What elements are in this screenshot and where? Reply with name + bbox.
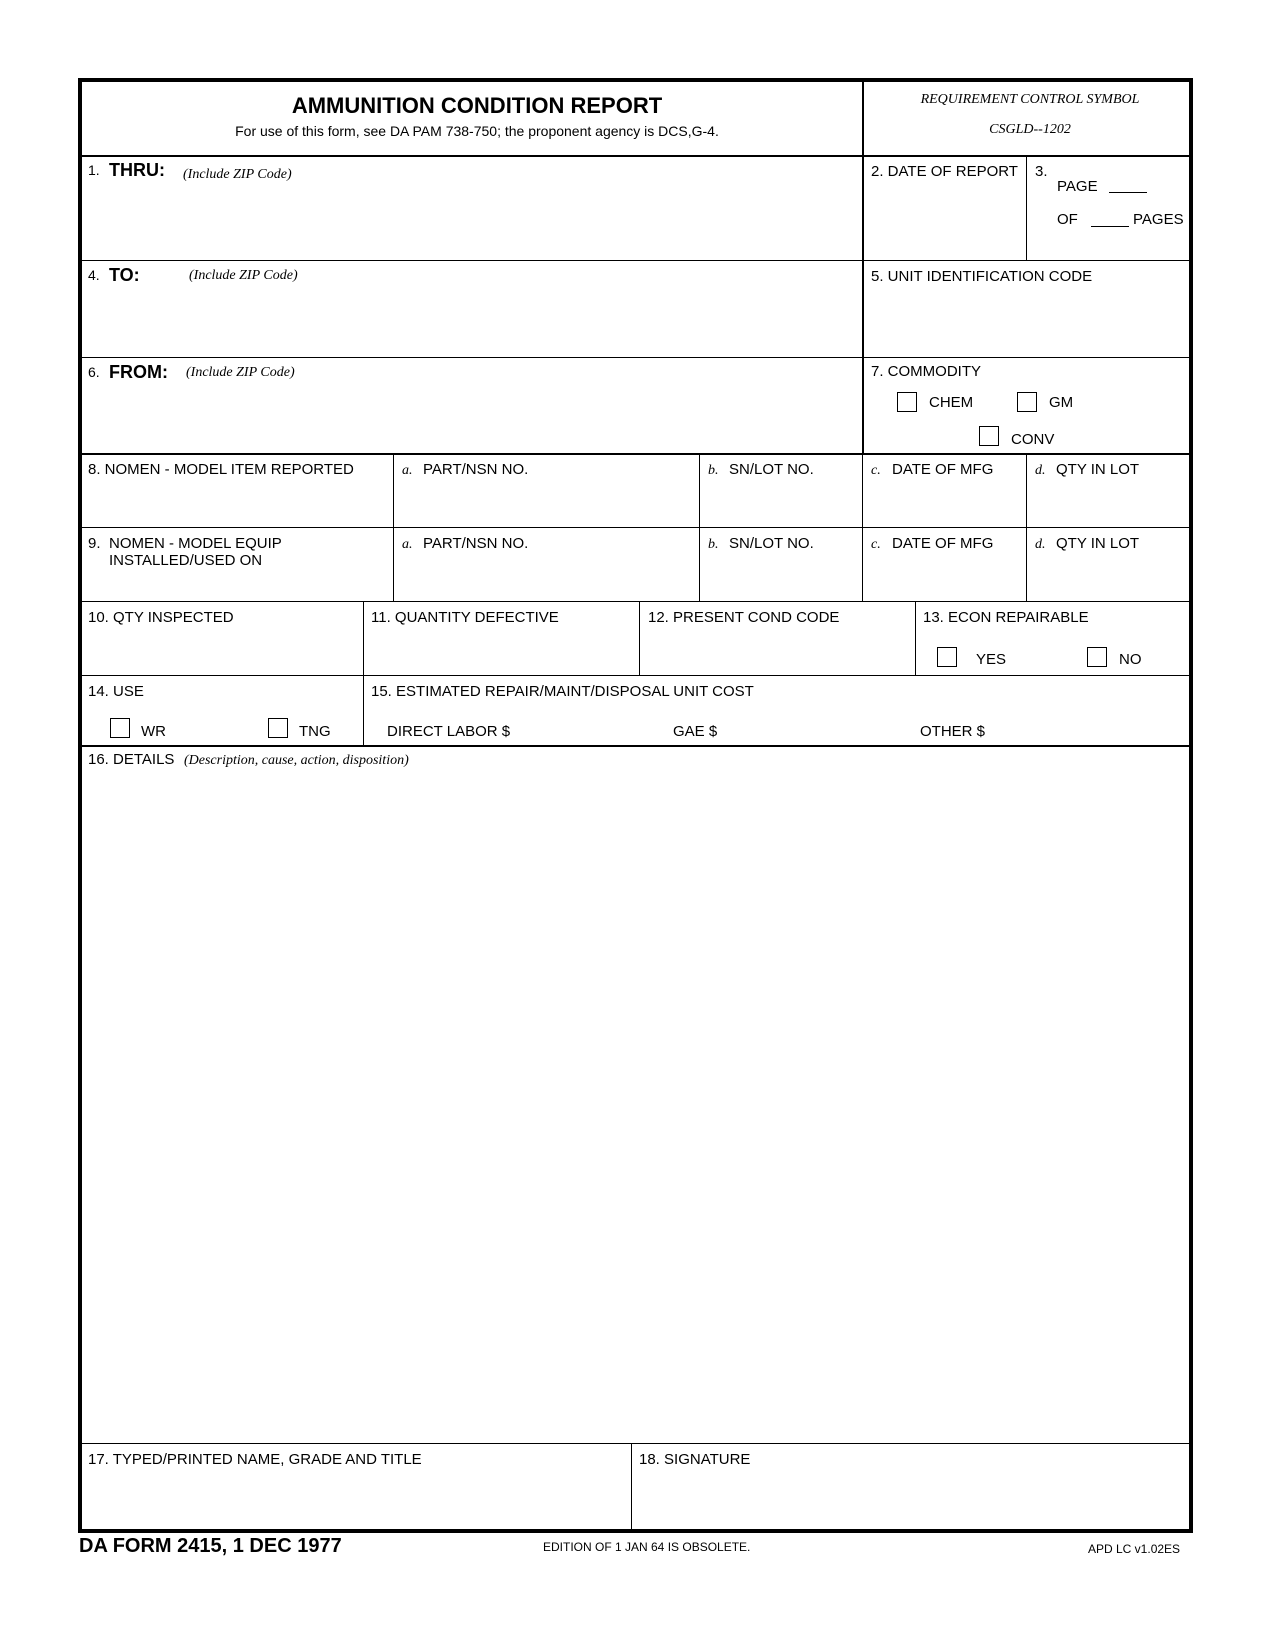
use-field [80, 676, 363, 745]
equip-d-letter: d. [1035, 537, 1046, 552]
equip-sn-lot-field[interactable] [700, 528, 862, 601]
qty-inspected-field[interactable] [80, 602, 363, 675]
page-blank [1109, 192, 1147, 193]
item-sn-lot-field[interactable] [700, 454, 862, 527]
details-hint: (Description, cause, action, disposition) [184, 753, 409, 768]
form-id: DA FORM 2415, 1 DEC 1977 [79, 1535, 342, 1557]
item-part-nsn-field[interactable] [394, 454, 699, 527]
signature-label: 18. SIGNATURE [639, 1451, 751, 1468]
item-date-mfg-field[interactable] [863, 454, 1026, 527]
equip-qty-lot-field[interactable] [1027, 528, 1191, 601]
econ-repairable-label: 13. ECON REPAIRABLE [923, 609, 1089, 626]
econ-no-checkbox[interactable] [1087, 647, 1107, 667]
gae-input[interactable]: GAE $ [673, 723, 718, 740]
item-qty-lot-field[interactable] [1027, 454, 1191, 527]
to-num: 4. [88, 267, 100, 283]
uic-label: 5. UNIT IDENTIFICATION CODE [871, 268, 1093, 285]
present-cond-label: 12. PRESENT COND CODE [648, 609, 840, 626]
conv-checkbox[interactable] [979, 426, 999, 446]
use-wr-checkbox[interactable] [110, 718, 130, 738]
item-date-mfg-label: DATE OF MFG [892, 461, 994, 478]
econ-yes-checkbox[interactable] [937, 647, 957, 667]
equip-date-mfg-label: DATE OF MFG [892, 535, 994, 552]
signature-field[interactable] [632, 1444, 1191, 1531]
equip-b-letter: b. [708, 537, 719, 552]
use-tng-checkbox[interactable] [268, 718, 288, 738]
equip-label-line2: INSTALLED/USED ON [109, 552, 263, 569]
thru-label: THRU: [109, 160, 165, 180]
item-a-letter: a. [402, 463, 413, 478]
equip-qty-lot-label: QTY IN LOT [1056, 535, 1140, 552]
from-field[interactable] [80, 358, 862, 453]
page-label: PAGE [1057, 178, 1098, 195]
gm-checkbox[interactable] [1017, 392, 1037, 412]
pages-label: PAGES [1133, 211, 1184, 228]
name-grade-title-label: 17. TYPED/PRINTED NAME, GRADE AND TITLE [88, 1451, 422, 1468]
edition-note: EDITION OF 1 JAN 64 IS OBSOLETE. [543, 1540, 751, 1554]
thru-field[interactable] [80, 156, 862, 260]
equip-date-mfg-field[interactable] [863, 528, 1026, 601]
cost-label: 15. ESTIMATED REPAIR/MAINT/DISPOSAL UNIT COST [371, 683, 754, 700]
direct-labor-input[interactable]: DIRECT LABOR $ [387, 723, 511, 740]
qty-inspected-label: 10. QTY INSPECTED [88, 609, 234, 626]
commodity-label: 7. COMMODITY [871, 363, 982, 380]
use-tng-label: TNG [299, 723, 331, 740]
date-of-report-label: 2. DATE OF REPORT [871, 163, 1018, 180]
use-wr-label: WR [141, 723, 166, 740]
econ-no-label: NO [1119, 651, 1142, 668]
name-grade-title-field[interactable] [80, 1444, 631, 1531]
details-field[interactable] [80, 746, 1191, 1443]
use-label: 14. USE [88, 683, 144, 700]
equip-part-nsn-label: PART/NSN NO. [423, 535, 529, 552]
to-label: TO: [109, 265, 140, 285]
item-c-letter: c. [871, 463, 881, 478]
item-part-nsn-label: PART/NSN NO. [423, 461, 529, 478]
item-qty-lot-label: QTY IN LOT [1056, 461, 1140, 478]
equip-label-line1: NOMEN - MODEL EQUIP [109, 535, 282, 552]
form-subtitle: For use of this form, see DA PAM 738-750; the proponent agency is DCS,G-4. [235, 123, 719, 139]
of-label: OF [1057, 211, 1078, 228]
equip-sn-lot-label: SN/LOT NO. [729, 535, 814, 552]
from-num: 6. [88, 364, 100, 380]
to-hint: (Include ZIP Code) [189, 268, 298, 283]
item-reported-label: 8. NOMEN - MODEL ITEM REPORTED [88, 461, 354, 478]
econ-yes-label: YES [976, 651, 1007, 668]
equip-a-letter: a. [402, 537, 413, 552]
equip-installed-field[interactable] [80, 528, 393, 601]
form-title: AMMUNITION CONDITION REPORT [291, 93, 663, 118]
date-of-report-field[interactable] [863, 156, 1026, 260]
item-d-letter: d. [1035, 463, 1046, 478]
to-field[interactable] [80, 261, 862, 357]
qty-defective-label: 11. QUANTITY DEFECTIVE [371, 609, 559, 626]
equip-c-letter: c. [871, 537, 881, 552]
item-reported-field[interactable] [80, 454, 393, 527]
rcs-label: REQUIREMENT CONTROL SYMBOL [920, 92, 1140, 107]
chem-checkbox[interactable] [897, 392, 917, 412]
other-input[interactable]: OTHER $ [920, 723, 986, 740]
chem-label: CHEM [929, 394, 974, 411]
thru-num: 1. [88, 162, 100, 178]
equip-part-nsn-field[interactable] [394, 528, 699, 601]
from-hint: (Include ZIP Code) [186, 365, 295, 380]
uic-field[interactable] [863, 261, 1191, 357]
cost-field [364, 676, 1191, 745]
rcs-code: CSGLD--1202 [989, 122, 1071, 137]
item-b-letter: b. [708, 463, 719, 478]
version-note: APD LC v1.02ES [1088, 1542, 1181, 1556]
gm-label: GM [1049, 394, 1074, 411]
page-field[interactable] [1027, 156, 1191, 260]
present-cond-field[interactable] [640, 602, 915, 675]
qty-defective-field[interactable] [364, 602, 639, 675]
thru-hint: (Include ZIP Code) [183, 167, 292, 182]
from-label: FROM: [109, 362, 168, 382]
of-blank [1091, 226, 1129, 227]
equip-num: 9. [88, 535, 101, 552]
econ-repairable-field [916, 602, 1191, 675]
item-sn-lot-label: SN/LOT NO. [729, 461, 814, 478]
conv-label: CONV [1011, 431, 1055, 448]
commodity-field [863, 358, 1191, 453]
page-num: 3. [1035, 163, 1048, 180]
details-label: 16. DETAILS [88, 751, 175, 768]
